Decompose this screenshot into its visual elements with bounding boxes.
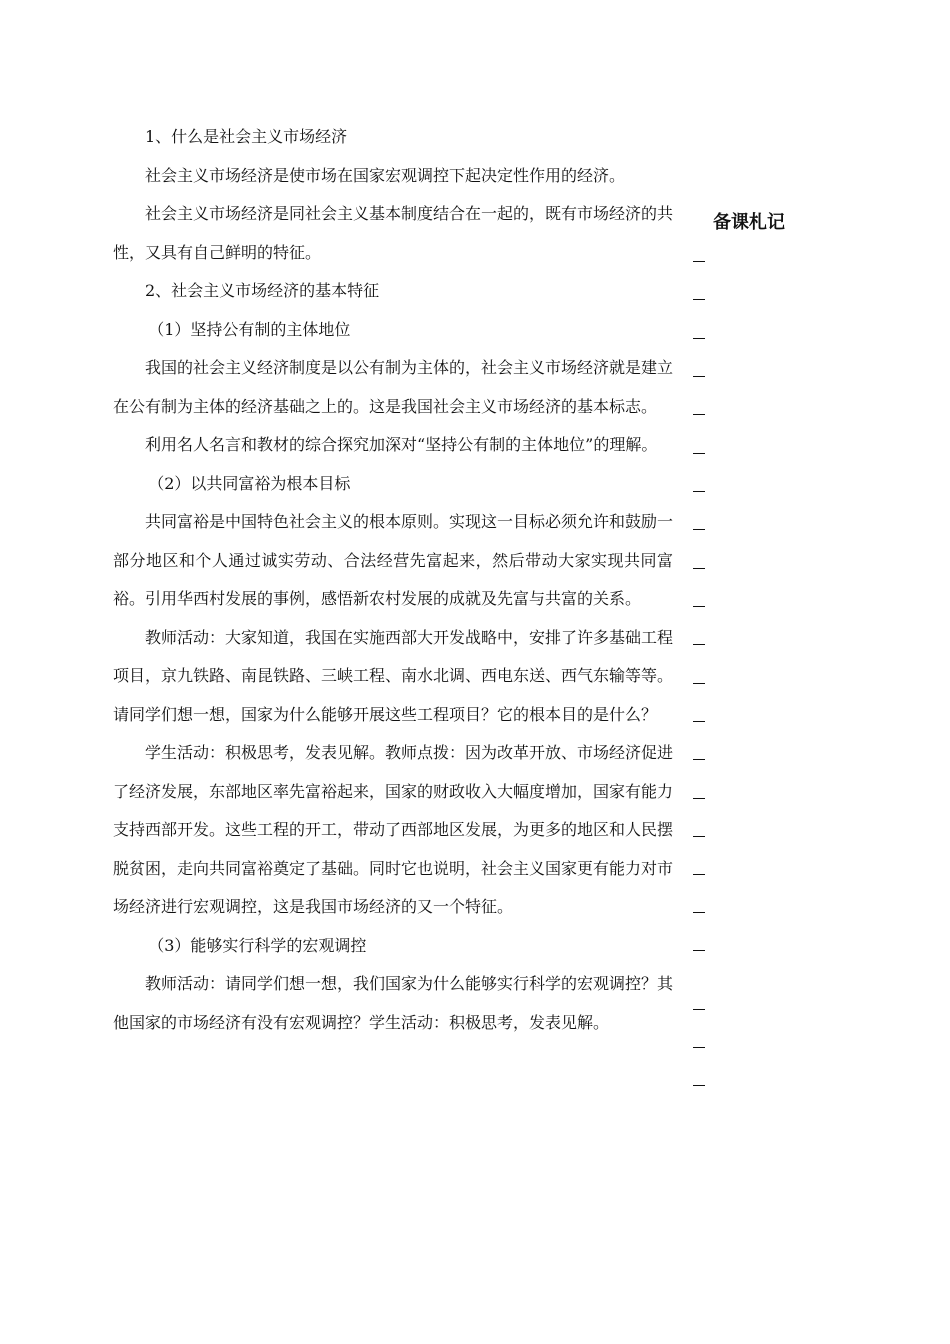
note-line <box>693 299 705 300</box>
note-line <box>693 874 705 875</box>
section-heading: 1、什么是社会主义市场经济 <box>145 127 348 146</box>
main-text-column <box>113 118 673 1042</box>
note-line <box>693 376 705 377</box>
note-line <box>693 529 705 530</box>
paragraph: 学生活动：积极思考，发表见解。教师点拨：因为改革开放、市场经济促进了经济发展，东部地区率先富裕起来，国家的财政收入大幅度增加，国家有能力支持西部开发。这些工程的开工，带动了西部地区发展，为更多的地区和人民摆脱贫困，走向共同富裕奠定了基础。同时它也说明，社会主义国家更有能力对市场经济进行宏观调控，这是我国市场经济的又一个特征。 <box>113 743 674 916</box>
note-line <box>693 836 705 837</box>
paragraph: 社会主义市场经济是同社会主义基本制度结合在一起的，既有市场经济的共性，又具有自己鲜明的特征。 <box>113 204 674 262</box>
paragraph: 教师活动：请同学们想一想，我们国家为什么能够实行科学的宏观调控？其他国家的市场经济有没有宏观调控？学生活动：积极思考，发表见解。 <box>113 974 674 1032</box>
note-line <box>693 721 705 722</box>
paragraph: 共同富裕是中国特色社会主义的根本原则。实现这一目标必须允许和鼓励一部分地区和个人通过诚实劳动、合法经营先富起来，然后带动大家实现共同富裕。引用华西村发展的事例，感悟新农村发展的成就及先富与共富的关系。 <box>113 512 674 608</box>
subsection-heading: （1）坚持公有制的主体地位 <box>148 319 351 339</box>
subsection-heading: （3）能够实行科学的宏观调控 <box>148 935 367 955</box>
note-line <box>693 683 705 684</box>
note-line <box>693 798 705 799</box>
note-line <box>693 261 705 262</box>
note-line <box>693 1085 705 1086</box>
sidebar-title: 备课札记 <box>713 212 785 233</box>
note-line <box>693 759 705 760</box>
note-line <box>693 606 705 607</box>
note-line <box>693 644 705 645</box>
note-line <box>693 491 705 492</box>
paragraph: 利用名人名言和教材的综合探究加深对“坚持公有制的主体地位”的理解。 <box>145 435 658 454</box>
note-line <box>693 338 705 339</box>
note-line <box>693 912 705 913</box>
paragraph: 我国的社会主义经济制度是以公有制为主体的，社会主义市场经济就是建立在公有制为主体的经济基础之上的。这是我国社会主义市场经济的基本标志。 <box>113 358 674 416</box>
note-line <box>693 414 705 415</box>
note-line <box>693 950 705 951</box>
subsection-heading: （2）以共同富裕为根本目标 <box>148 473 351 493</box>
note-line <box>693 1047 705 1048</box>
section-heading: 2、社会主义市场经济的基本特征 <box>145 281 380 300</box>
note-line <box>693 453 705 454</box>
paragraph: 社会主义市场经济是使市场在国家宏观调控下起决定性作用的经济。 <box>145 165 626 185</box>
note-line <box>693 1009 705 1010</box>
paragraph: 教师活动：大家知道，我国在实施西部大开发战略中，安排了许多基础工程项目，京九铁路、南昆铁路、三峡工程、南水北调、西电东送、西气东输等等。请同学们想一想，国家为什么能够开展这些工程项目？它的根本目的是什么？ <box>113 627 674 724</box>
note-line <box>693 568 705 569</box>
